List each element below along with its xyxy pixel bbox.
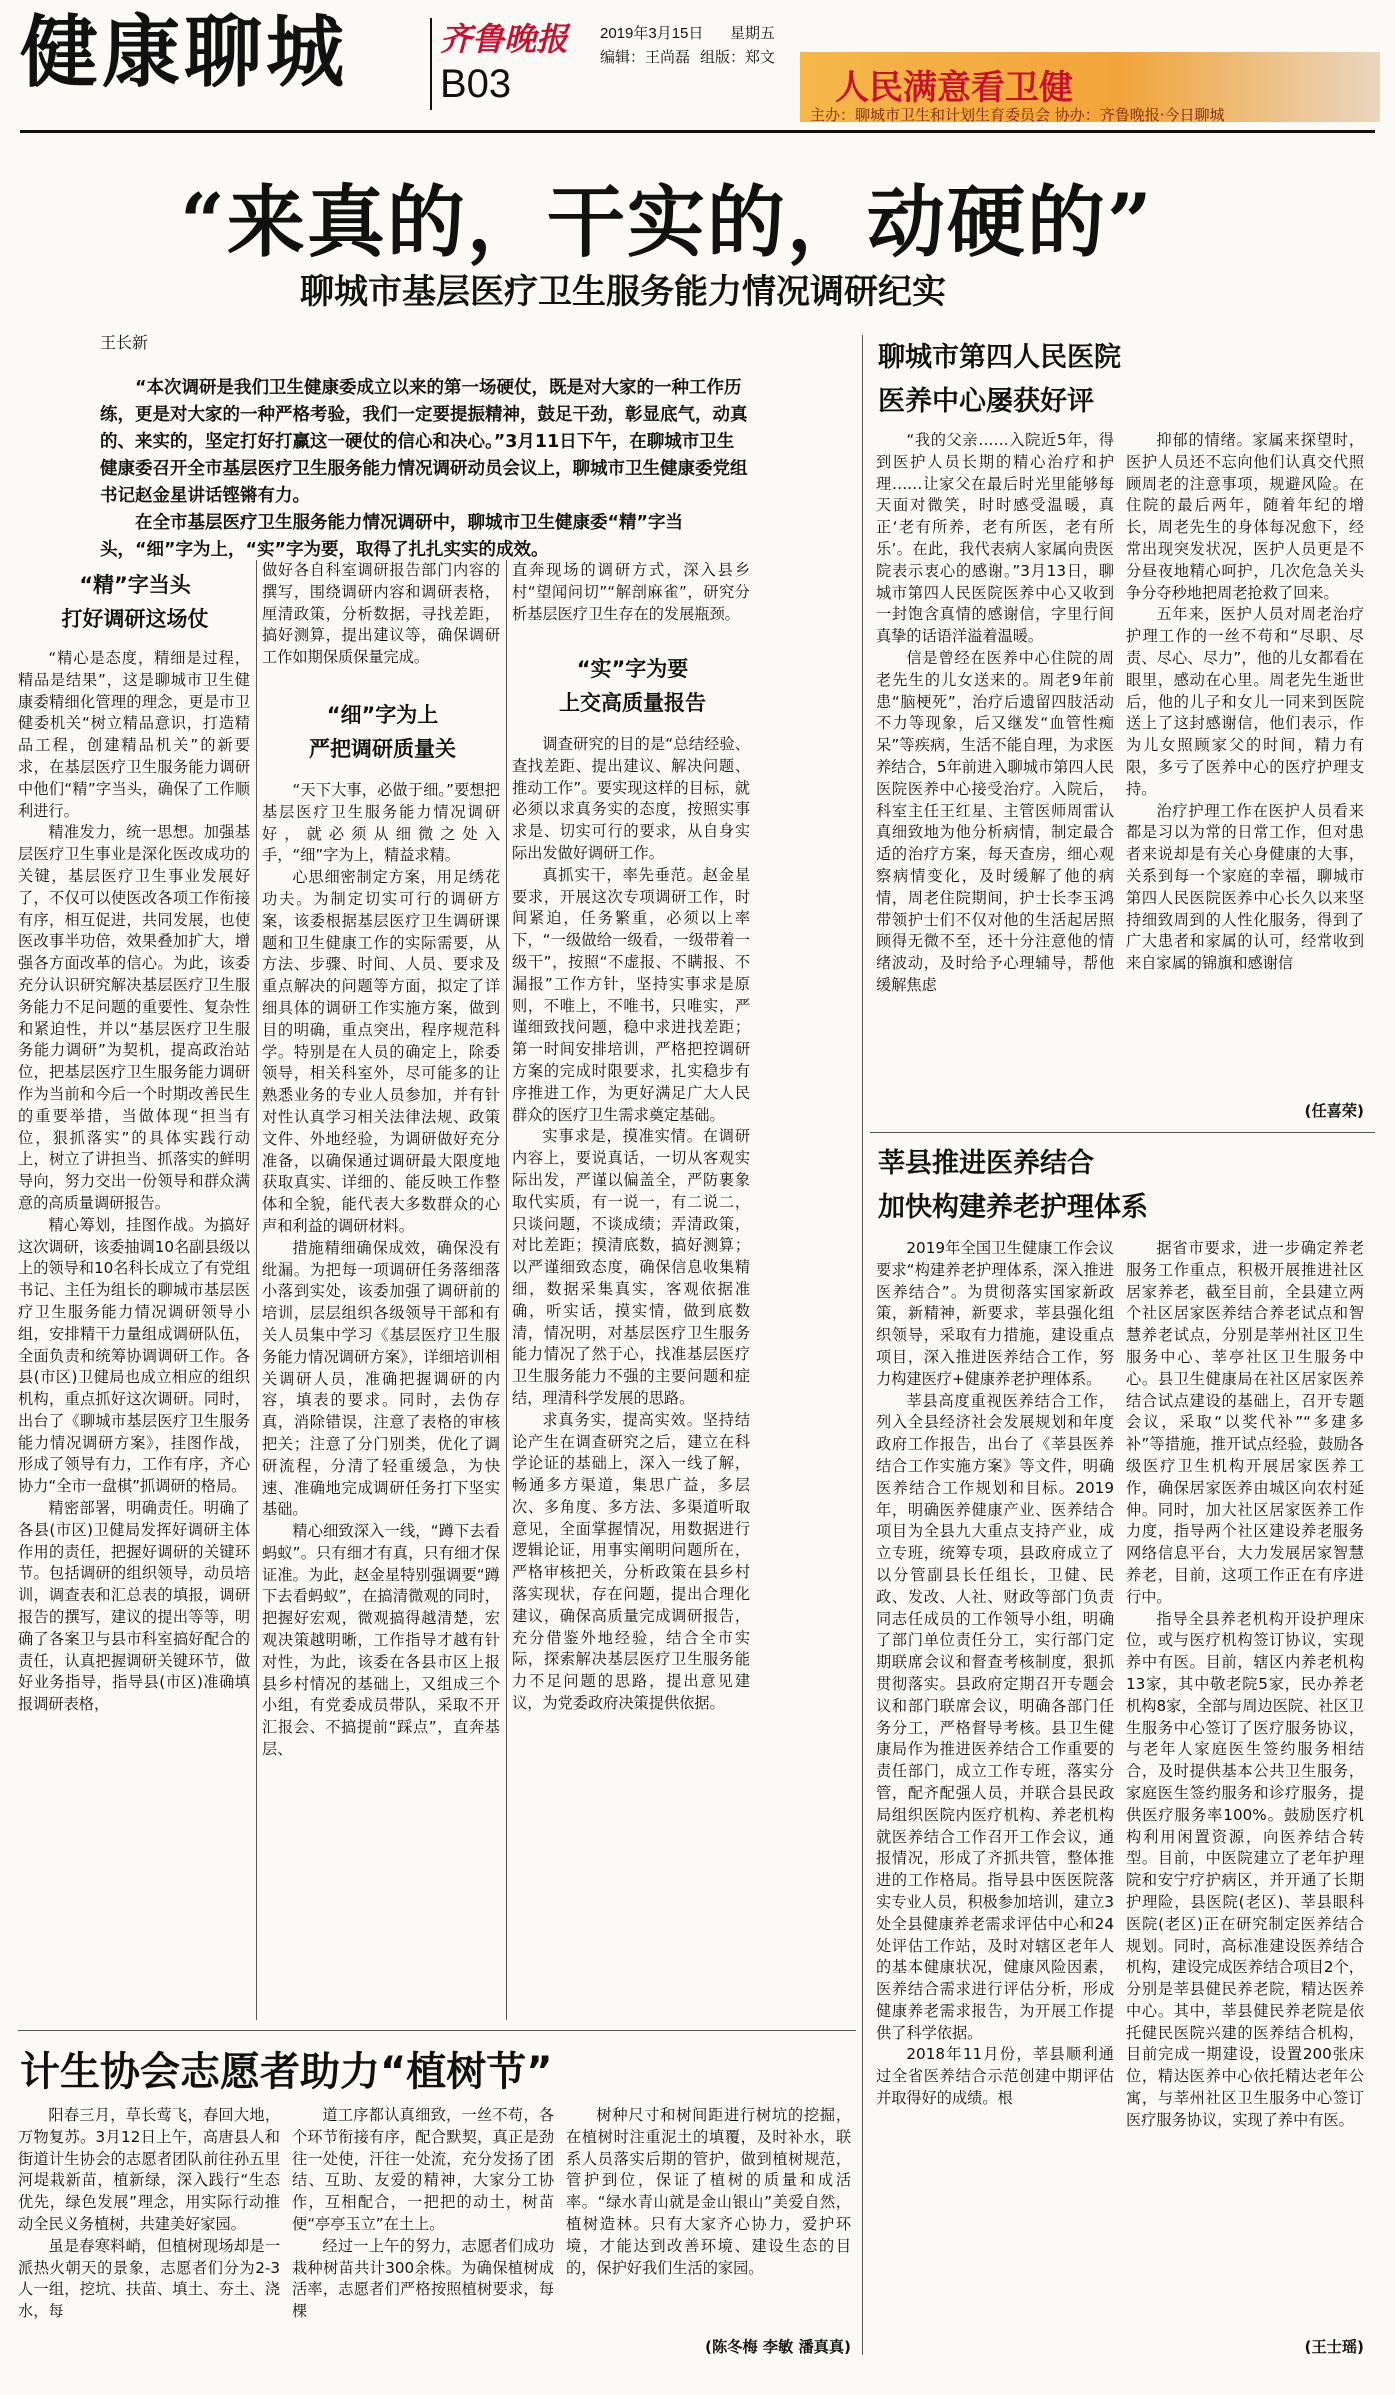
story3-col-a [876,1238,1114,2358]
lead-paragraph: “本次调研是我们卫生健康委成立以来的第一场硬仗，既是对大家的一种工作历练，更是对大家的一种严格考验，我们一定要提振精神，鼓足干劲，彰显底气，动真的、来实的，坚定打好打赢这一硬仗的信心和决心。”3月11日下午，在聊城市卫生健康委召开全市基层医疗卫生服务能力情况调研动员会议上，聊城市卫生健康委党组书记赵金星讲话铿锵有力。 [100,378,748,506]
story3-col-b [1126,1238,1364,2336]
paragraph: 措施精细确保成效，确保没有纰漏。为把每一项调研任务落细落小落到实处，该委加强了调研前的培训，层层组织各级领导干部和有关人员集中学习《基层医疗卫生服务能力情况调研方案》，详细培训相关调研人员，准确把握调研的内容，填表的要求。同时，去伪存真，消除错误，注意了表格的审核把关；注意了分门别类，优化了调研流程，分清了轻重缓急，为快速、准确地完成调研任务打下坚实基础。 [262,1238,500,1519]
col3-subtitle: “实”字为要 上交高质量报告 [559,657,706,715]
paragraph: 阳春三月，草长莺飞，春回大地，万物复苏。3月12日上午，高唐县人和街道计生协会的志愿者团队前往孙五里河堤栽新苗，植新绿，深入践行“生态优先，绿色发展”理念，用实际行动推动全民义务植树，共建美好家园。 [18,2106,280,2233]
paragraph: 做好各自科室调研报告部门内容的撰写，围绕调研内容和调研表格，厘清政策，分析数据，寻找差距，搞好测算，提出建议等，确保调研工作如期保质保量完成。 [262,561,500,667]
masthead-rule [20,130,1375,133]
paragraph: 心思细密制定方案，用足绣花功夫。为制定切实可行的调研方案，该委根据基层医疗卫生调研课题和卫生健康工作的实际需要，从方法、步骤、时间、人员、要求及重点解决的问题等方面，拟定了详细具体的调研工作实施方案，做到目的明确，重点突出，程序规范科学。特别是在人员的确定上，除委领导，相关科室外，尽可能多的让熟悉业务的专业人员参加，并有针对性认真学习相关法律法规、政策文件、外地经验，为调研做好充分准备，以确保通过调研最大限度地获取真实、详细的、能反映工作整体和全貌，能代表大多数群众的心声和利益的调研材料。 [262,868,500,1235]
col1-subtitle: “精”字当头 打好调研这场仗 [61,573,209,631]
column-divider [506,560,507,2020]
paragraph: 道工序都认真细致，一丝不苟，各个环节衔接有序，配合默契，真正是劲往一处使，汗往一处流，充分发扬了团结、互助、友爱的精神，大家分工协作，互相配合，一把把的动土，树苗便“亭亭玉立”在土上。 [292,2106,554,2233]
story2-title: 聊城市第四人民医院 医养中心屡获好评 [878,342,1121,417]
main-col-1 [18,648,250,2023]
column-divider [256,560,257,2020]
paragraph: 精密部署，明确责任。明确了各县(市区)卫健局发挥好调研主体作用的责任，把握好调研的关键环节。包括调研的组织领导，动员培训，调查表和汇总表的填报，调研报告的撰写，建议的提出等等，明确了各案卫与县市科室搞好配合的责任，认真把握调研关键环节，做好业务指导，指导县(市区)准确填报调研表格， [18,1499,250,1714]
main-lead [100,375,750,564]
story4-col-c [566,2105,851,2323]
paragraph: 实事求是，摸准实情。在调研内容上，要说真话，一切从客观实际出发，严谨以偏盖全，严防裹象取代实质，有一说一，有二说二，只谈问题，不谈成绩；弄清政策，对比差距；摸清底数，搞好测算；以严谨细致态度，确保信息收集精细，数据采集真实，客观依据准确，听实话，摸实情，做到底数清，情况明，对基层医疗卫生服务能力情况了然于心，找准基层医疗卫生服务能力不强的主要问题和症结，理清科学发展的思路。 [512,1127,750,1407]
editor-credit: 编辑：王尚磊 [600,49,691,66]
paragraph: 据省市要求，进一步确定养老服务工作重点，积极开展推进社区居家养老，截至目前，全县建立两个社区居家医养结合养老试点和智慧养老试点，分别是莘州社区卫生服务中心、莘亭社区卫生服务中心。县卫生健康局在社区居家医养结合试点建设的基础上，召开专题会议，采取“以奖代补”“多建多补”等措施，推开试点经验，鼓励各级医疗卫生机构开展居家医养工作，确保居家医养由城区向农村延伸。同时，加大社区居家医养工作力度，指导两个社区建设养老服务网络信息平台，大力发展居家智慧养老，目前，这项工作正在有序进行中。 [1126,1239,1364,1606]
paragraph: 经过一上午的努力，志愿者们成功栽种树苗共计300余株。为确保植树成活率，志愿者们严格按照植树要求，每棵 [292,2236,554,2321]
story4-title: 计生协会志愿者助力“植树节” [20,2049,553,2095]
main-col-2-top [262,560,500,690]
byline: 王长新 [100,333,149,352]
story3-title: 莘县推进医养结合 加快构建养老护理体系 [878,1148,1148,1223]
paragraph: “我的父亲……入院近5年，得到医护人员长期的精心治疗和护理……让家父在最后时光里能够每天面对微笑，时时感受温暖，真正‘老有所养，老有所医，老有所乐’。在此，我代表病人家属向贵医院表示衷心的感谢。”3月13日，聊城市第四人民医院医养中心又收到一封饱含真情的感谢信，字里行间真挚的话语洋溢着温暖。 [876,431,1114,646]
paragraph: 虽是春寒料峭，但植树现场却是一派热火朝天的景象，志愿者们分为2-3人一组，挖坑、扶苗、填土、夯土、浇水，每 [18,2236,280,2321]
paragraph: 精准发力，统一思想。加强基层医疗卫生事业是深化医改成功的关键，基层医疗卫生事业发展好了，不仅可以使医改各项工作衔接有序，相互促进，共同发展，也使医改事半功倍，效果叠加扩大，增强各方面改革的信心。为此，该委充分认识研究解决基层医疗卫生服务能力不足问题的重要性、复杂性和紧迫性，并以“基层医疗卫生服务能力调研”为契机，提高政治站位，把基层医疗卫生服务能力调研作为当前和今后一个时期改善民生的重要举措，当做体现“担当有位，狠抓落实”的具体实践行动上，树立了讲担当、抓落实的鲜明导向，努力交出一份领导和群众满意的高质量调研报告。 [18,823,250,1212]
story4-credit: (陈冬梅 李敏 潘真真) [705,2338,851,2356]
paragraph: 求真务实，提高实效。坚持结论产生在调查研究之后，建立在科学论证的基础上，深入一线了解，畅通多方渠道，集思广益，多层次、多角度、多方法、多渠道听取意见，全面掌握情况，用数据进行逻辑论证，用事实阐明问题所在，严格审核把关，分析政策在县乡村落实现状，存在问题，提出合理化建议，确保高质量完成调研报告，充分借鉴外地经验，结合全市实际，探索解决基层医疗卫生服务能力不足问题的思路，提出意见建议，为党委政府决策提供依据。 [512,1410,750,1713]
paragraph: 2019年全国卫生健康工作会议要求“构建养老护理体系，深入推进医养结合”。为贯彻落实国家新政策，新精神，新要求，莘县强化组织领导，采取有力措施，建设重点项目，深入推进医养结合工作，努力构建医疗+健康养老护理体系。 [876,1239,1114,1388]
paragraph: 治疗护理工作在医护人员看来都是习以为常的日常工作，但对患者来说却是有关心身健康的大事，关系到每一个家庭的幸福，聊城市第四人民医院医养中心长久以来坚持细致周到的人性化服务，得到了广大患者和家属的认可，经常收到来自家属的锦旗和感谢信 [1126,801,1364,973]
paragraph: 抑郁的情绪。家属来探望时，医护人员还不忘向他们认真交代照顾周老的注意事项，规避风险。在住院的最后两年，随着年纪的增长，周老先生的身体每况愈下，经常出现突发状况，医护人员更是不分昼夜地精心呵护，几次危急关头争分夺秒地把周老抢救了回来。 [1126,431,1364,602]
story2-col-a [876,430,1114,1120]
paragraph: 精心细致深入一线，“蹲下去看蚂蚁”。只有细才有真，只有细才保证准。为此，赵金星特别强调要“蹲下去看蚂蚁”，在搞清微观的同时，把握好宏观，微观搞得越清楚，宏观决策越明晰，工作指导才越有针对性，为此，该委在各县市区上报县乡村情况的基础上，又组成三个小组，有党委成员带队，采取不开汇报会、不搞提前“踩点”，直奔基层、 [262,1522,500,1759]
lead-paragraph: 在全市基层医疗卫生服务能力情况调研中，聊城市卫生健康委“精”字当头，“细”字为上，“实”字为要，取得了扎扎实实的成效。 [100,513,684,560]
story2-col-b [1126,430,1364,1120]
page-divider [862,335,863,2355]
layout-credit: 组版：郑文 [700,49,776,66]
story3-credit: (王士瑶) [1304,2338,1364,2356]
main-col-2 [262,780,500,2023]
main-col-3-top [512,560,750,650]
paragraph: 真抓实干，率先垂范。赵金星要求，开展这次专项调研工作，时间紧迫，任务繁重，必须以上率下，“一级做给一级看，一级带着一级干”，按照“不虚报、不瞒报、不漏报”工作方针，坚持实事求是原则，不唯上，不唯书，只唯实，严谨细致找问题，稳中求进找差距；第一时间安排培训，严格把控调研方案的完成时限要求，扎实稳步有序推进工作，为更好满足广大人民群众的医疗卫生需求奠定基础。 [512,865,750,1124]
story-divider [870,1132,1375,1133]
paragraph: 指导全县养老机构开设护理床位，或与医疗机构签订协议，实现养中有医。目前，辖区内养老机构13家，其中敬老院5家，民办养老机构8家，全部与周边医院、社区卫生服务中心签订了医疗服务协议，与老年人家庭医生签约服务相结合，及时提供基本公共卫生服务，家庭医生签约服务和诊疗服务，提供医疗服务率100%。鼓励医疗机构利用闲置资源，向医养结合转型。目前，中医院建立了老年护理院和安宁疗护病区，并开通了长期护理险，县医院(老区)、莘县眼科医院(老区)正在研究制定医养结合规划。同时，高标准建设医养结合机构，建设完成医养结合项目2个，分别是莘县健民养老院，精达医养中心。其中，莘县健民养老院是依托健民医院兴建的医养结合机构，目前完成一期建设，设置200张床位，精达医养中心依托精达老年公寓，与莘州社区卫生服务中心签订医疗服务协议，实现了养中有医。 [1126,1609,1364,2129]
col2-subtitle: “细”字为上 严把调研质量关 [309,703,456,761]
paragraph: 信是曾经在医养中心住院的周老先生的儿女送来的。周老9年前患“脑梗死”，治疗后遗留四肢活动不力等现象，后又继发“血管性痴呆”等疾病，生活不能自理，为求医养结合，5年前进入聊城市第四人民医院医养中心接受治疗。入院后，科室主任王红星、主管医师周雷认真细致地为他分析病情，制定最合适的治疗方案，每天查房，细心观察病情变化，及时缓解了他的病情，周老住院期间，护士长李玉鸿带领护士们不仅对他的生活起居照顾得无微不至，还十分注意他的情绪波动，及时给予心理辅导，帮他缓解焦虑 [876,648,1114,994]
paragraph: 2018年11月份，莘县顺利通过全省医养结合示范创建中期评估并取得好的成绩。根 [876,2045,1114,2108]
paragraph: 五年来，医护人员对周老治疗护理工作的一丝不苟和“尽职、尽责、尽心、尽力”，他的儿女都看在眼里，感动在心里。周老先生逝世后，他的儿子和女儿一同来到医院送上了这封感谢信，他们表示，作为儿女照顾家父的时间，精力有限，多亏了医养中心的医疗护理支持。 [1126,605,1364,798]
page-code: B03 [440,62,512,106]
banner-sponsor: 主办：聊城市卫生和计划生育委员会 协办：齐鲁晚报·今日聊城 [810,106,1225,124]
main-col-3 [512,734,750,2023]
paragraph: 直奔现场的调研方式，深入县乡村“望闻问切”“解剖麻雀”，研究分析基层医疗卫生存在的发展瓶颈。 [512,561,750,623]
story-divider [18,2030,856,2031]
paragraph: “天下大事，必做于细。”要想把基层医疗卫生服务能力情况调研好，就必须从细微之处入手，“细”字为上，精益求精。 [262,781,500,865]
main-subheadline: 聊城市基层医疗卫生服务能力情况调研纪实 [300,272,946,312]
issue-date: 2019年3月15日 [600,25,704,42]
paragraph: 树种尺寸和树间距进行树坑的挖掘，在植树时注重泥土的填覆，及时补水，联系人员落实后期的管护，做到植树规范，管护到位，保证了植树的质量和成活率。“绿水青山就是金山银山”美爱自然，植树造林。只有大家齐心协力，爱护环境，才能达到改善环境、建设生态的目的，保护好我们生活的家园。 [566,2106,851,2277]
issue-weekday: 星期五 [730,25,776,42]
story4-col-b [292,2105,554,2360]
paragraph: 精心筹划，挂图作战。为搞好这次调研，该委抽调10名副县级以上的领导和10名科长成立了有党组书记、主任为组长的聊城市基层医疗卫生服务能力情况调研领导小组，安排精干力量组成调研队伍，全面负责和统筹协调调研工作。各县(市区)卫健局也成立相应的组织机构，重点抓好这次调研。同时，出台了《聊城市基层医疗卫生服务能力情况调研方案》，挂图作战，形成了领导有力，工作有序，齐心协力“全市一盘棋”抓调研的格局。 [18,1215,250,1496]
section-title: 健康聊城 [20,8,349,98]
main-headline: “来真的，干实的，动硬的” [180,177,1154,268]
story4-col-a [18,2105,280,2360]
banner-title: 人民满意看卫健 [835,68,1073,108]
paper-logo: 齐鲁晚报 [440,20,569,58]
masthead-divider [430,18,432,110]
paragraph: 调查研究的目的是“总结经验、查找差距、提出建议、解决问题、推动工作”。要实现这样的目标，就必须以求真务实的态度，按照实事求是、切实可行的要求，从自身实际出发做好调研工作。 [512,735,750,862]
story2-credit: (任喜荣) [1304,1102,1364,1120]
paragraph: 莘县高度重视医养结合工作，列入全县经济社会发展规划和年度政府工作报告，出台了《莘县医养结合工作实施方案》等文件，明确医养结合工作规划和目标。2019年，明确医养健康产业、医养结合项目为全县九大重点支持产业，成立专班，统筹专项，县政府成立了以分管副县长任组长，卫健、民政、发改、人社、财政等部门负责同志任成员的工作领导小组，明确了部门单位责任分工，实行部门定期联席会议和督查考核制度，狠抓贯彻落实。县政府定期召开专题会议和部门联席会议，明确各部门任务分工，严格督导考核。县卫生健康局作为推进医养结合工作重要的责任部门，成立工作专班，落实分管，配齐配强人员，并联合县民政局组织医院内医疗机构、养老机构就医养结合工作召开工作会议，通报情况，形成了齐抓共管，整体推进的工作格局。指导县中医医院落实专业人员，积极参加培训，建立3处全县健康养老需求评估中心和24处评估工作站，及时对辖区老年人的基本健康状况，健康风险因素，医养结合需求进行评估分析，形成健康养老需求报告，为开展工作提供了科学依据。 [876,1391,1114,2042]
paragraph: “精心是态度，精细是过程，精品是结果”，这是聊城市卫生健康委精细化管理的理念，更是市卫健委机关“树立精品意识，打造精品工程，创建精品机关”的新要求，在基层医疗卫生服务能力调研中他们“精”字当头，确保了工作顺利进行。 [18,649,250,820]
